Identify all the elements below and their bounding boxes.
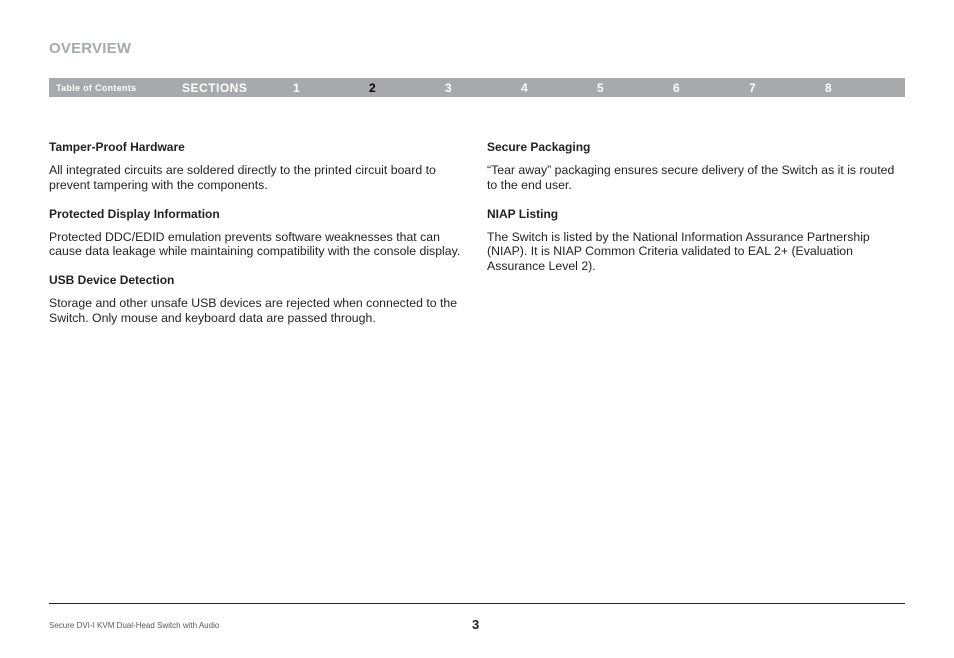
feature-heading: Tamper-Proof Hardware: [49, 140, 185, 154]
page-title: OVERVIEW: [49, 40, 132, 57]
nav-section-6[interactable]: 6: [673, 81, 680, 95]
feature-heading: USB Device Detection: [49, 273, 175, 288]
nav-section-5[interactable]: 5: [597, 81, 604, 95]
feature-usb-detection: [49, 273, 469, 326]
page-number: 3: [472, 617, 480, 632]
feature-heading: Protected Display Information: [49, 206, 220, 221]
feature-heading: NIAP Listing: [487, 206, 559, 221]
nav-section-2[interactable]: 2: [369, 81, 376, 95]
table-of-contents-link[interactable]: Table of Contents: [56, 83, 137, 93]
sections-label: SECTIONS: [182, 81, 248, 95]
nav-section-4[interactable]: 4: [521, 81, 528, 95]
feature-body: Protected DDC/EDID emulation prevents software weaknesses that can cause data leakage while maintaining compatibility with the console display.: [49, 229, 461, 259]
feature-tamper-proof: [49, 140, 469, 193]
feature-protected-display: [49, 207, 469, 260]
feature-niap-listing: [487, 207, 907, 274]
feature-body: Storage and other unsafe USB devices are rejected when connected to the Switch. Only mouse and keyboard data are passed through.: [49, 296, 458, 325]
feature-body: The Switch is listed by the National Information Assurance Partnership (NIAP). It is NIAP Common Criteria validated to EAL 2+ (Evaluation Assurance Level 2).: [487, 229, 870, 274]
footer-product-name: Secure DVI-I KVM Dual-Head Switch with Audio: [49, 621, 220, 630]
feature-heading: Secure Packaging: [487, 140, 591, 154]
nav-section-3[interactable]: 3: [445, 81, 452, 95]
nav-section-7[interactable]: 7: [749, 81, 756, 95]
section-nav-bar: [49, 78, 905, 97]
right-column: [487, 140, 907, 288]
nav-section-8[interactable]: 8: [825, 81, 832, 95]
nav-section-1[interactable]: 1: [293, 81, 300, 95]
feature-body: All integrated circuits are soldered directly to the printed circuit board to prevent tampering with the components.: [49, 163, 436, 192]
footer-divider: [49, 603, 905, 604]
feature-body: “Tear away” packaging ensures secure delivery of the Switch as it is routed to the end user.: [487, 163, 895, 192]
feature-secure-packaging: [487, 140, 907, 193]
left-column: [49, 140, 469, 340]
